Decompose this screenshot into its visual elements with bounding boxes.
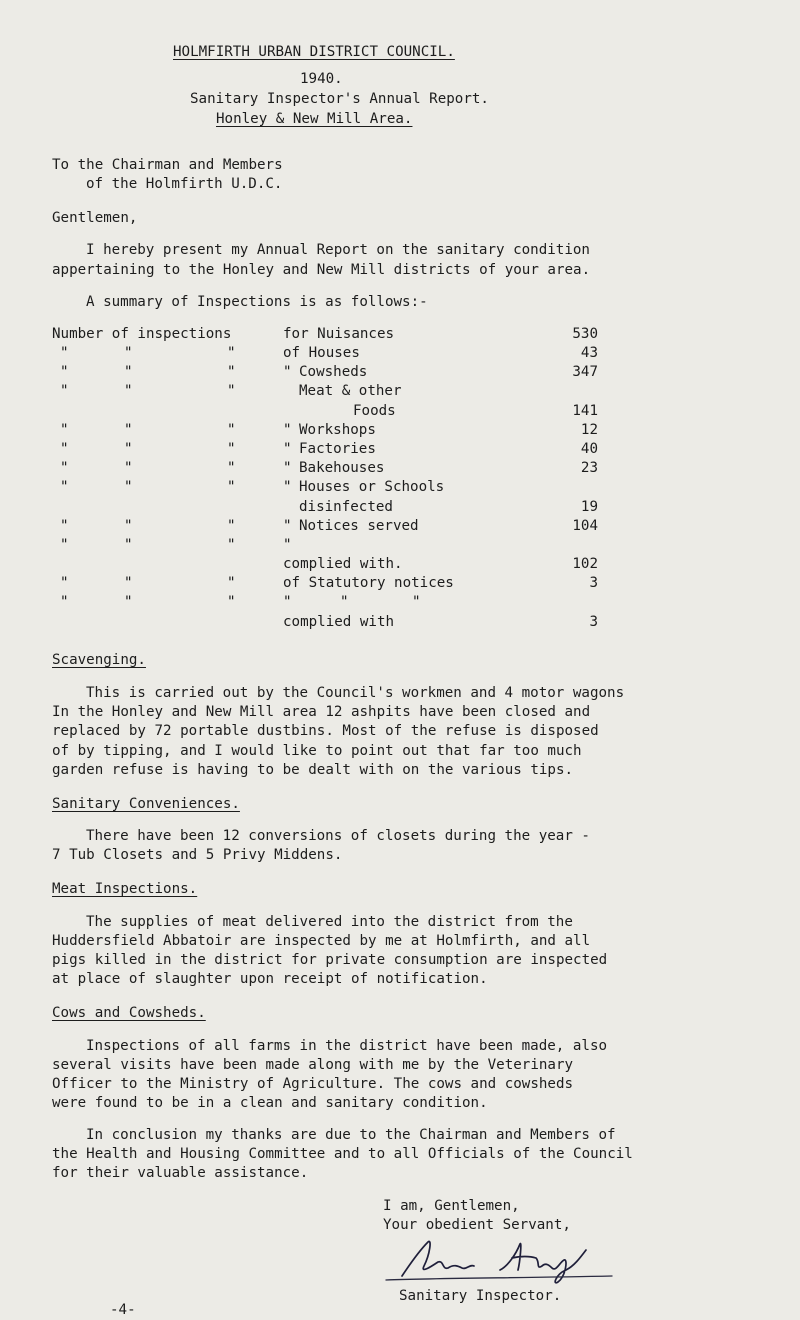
paragraph-line: This is carried out by the Council's workmen and 4 motor wagons	[86, 685, 625, 701]
paragraph-line: In the Honley and New Mill area 12 ashpits have been closed and	[52, 704, 591, 720]
ditto-mark: "	[227, 383, 236, 399]
ditto-mark: "	[124, 383, 133, 399]
paragraph-line: 7 Tub Closets and 5 Privy Middens.	[52, 847, 343, 863]
signatory-title: Sanitary Inspector.	[399, 1288, 562, 1304]
paragraph-line: Inspections of all farms in the district have been made, also	[86, 1038, 608, 1054]
inspections-lead: Number of inspections	[52, 326, 232, 342]
ditto-mark: "	[60, 518, 69, 534]
inspection-label: Workshops	[299, 422, 376, 438]
paragraph-line: In conclusion my thanks are due to the Chairman and Members of	[86, 1127, 616, 1143]
section-heading-scavenging: Scavenging.	[52, 652, 146, 668]
ditto-mark: "	[60, 479, 69, 495]
inspection-label: Factories	[299, 441, 376, 457]
section-heading-meat: Meat Inspections.	[52, 881, 198, 897]
council-title: HOLMFIRTH URBAN DISTRICT COUNCIL.	[173, 44, 455, 60]
paragraph-line: several visits have been made along with me by the Veterinary	[52, 1057, 574, 1073]
paragraph-line: at place of slaughter upon receipt of notification.	[52, 971, 488, 987]
paragraph-line: garden refuse is having to be dealt with on the various tips.	[52, 762, 574, 778]
paragraph-line: for their valuable assistance.	[52, 1165, 309, 1181]
section-heading-cows: Cows and Cowsheds.	[52, 1005, 206, 1021]
ditto-mark: "	[60, 460, 69, 476]
summary-intro: A summary of Inspections is as follows:-	[86, 294, 428, 310]
closing-line-1: I am, Gentlemen,	[383, 1198, 520, 1214]
paragraph-line: There have been 12 conversions of closets during the year -	[86, 828, 590, 844]
ditto-mark: "	[124, 518, 133, 534]
ditto-mark: "	[124, 441, 133, 457]
ditto-mark: "	[227, 441, 236, 457]
ditto-mark: "	[60, 441, 69, 457]
closing-line-2: Your obedient Servant,	[383, 1217, 571, 1233]
inspection-label: of Houses	[283, 345, 360, 361]
inspection-value: 12	[580, 422, 598, 438]
inspection-label: Foods	[353, 403, 396, 419]
ditto-mark: "	[283, 364, 292, 380]
ditto-mark: "	[227, 518, 236, 534]
intro-line-1: I hereby present my Annual Report on the sanitary condition	[86, 242, 590, 258]
ditto-mark: "	[340, 594, 349, 610]
address-line-1: To the Chairman and Members	[52, 157, 283, 173]
salutation: Gentlemen,	[52, 210, 138, 226]
inspection-label: complied with.	[283, 556, 403, 572]
inspection-value: 19	[580, 499, 598, 515]
address-line-2: of the Holmfirth U.D.C.	[86, 176, 283, 192]
intro-line-2: appertaining to the Honley and New Mill districts of your area.	[52, 262, 591, 278]
inspection-value: 3	[589, 614, 598, 630]
ditto-mark: "	[283, 518, 292, 534]
ditto-mark: "	[60, 345, 69, 361]
inspection-label: of Statutory notices	[283, 575, 454, 591]
ditto-mark: "	[283, 441, 292, 457]
ditto-mark: "	[283, 537, 292, 553]
ditto-mark: "	[60, 422, 69, 438]
ditto-mark: "	[60, 594, 69, 610]
ditto-mark: "	[283, 460, 292, 476]
ditto-mark: "	[60, 383, 69, 399]
ditto-mark: "	[124, 575, 133, 591]
ditto-mark: "	[227, 575, 236, 591]
report-year: 1940.	[300, 71, 343, 87]
paragraph-line: of by tipping, and I would like to point out that far too much	[52, 743, 582, 759]
inspection-label: Bakehouses	[299, 460, 385, 476]
inspection-value: 43	[580, 345, 598, 361]
section-heading-conveniences: Sanitary Conveniences.	[52, 796, 240, 812]
ditto-mark: "	[227, 479, 236, 495]
ditto-mark: "	[124, 594, 133, 610]
inspection-value: 3	[589, 575, 598, 591]
paragraph-line: pigs killed in the district for private consumption are inspected	[52, 952, 608, 968]
signature	[380, 1236, 620, 1286]
ditto-mark: "	[124, 364, 133, 380]
inspection-label: complied with	[283, 614, 395, 630]
ditto-mark: "	[227, 537, 236, 553]
paragraph-line: Huddersfield Abbatoir are inspected by me at Holmfirth, and all	[52, 933, 591, 949]
ditto-mark: "	[227, 460, 236, 476]
ditto-mark: "	[283, 594, 292, 610]
paragraph-line: Officer to the Ministry of Agriculture. The cows and cowsheds	[52, 1076, 574, 1092]
inspection-value: 23	[580, 460, 598, 476]
ditto-mark: "	[227, 345, 236, 361]
inspection-value: 102	[572, 556, 598, 572]
inspection-label: for Nuisances	[283, 326, 395, 342]
report-area: Honley & New Mill Area.	[216, 111, 413, 127]
ditto-mark: "	[124, 479, 133, 495]
inspection-value: 104	[572, 518, 598, 534]
ditto-mark: "	[124, 537, 133, 553]
ditto-mark: "	[60, 575, 69, 591]
inspection-label: Cowsheds	[299, 364, 368, 380]
paragraph-line: replaced by 72 portable dustbins. Most of the refuse is disposed	[52, 723, 599, 739]
ditto-mark: "	[124, 345, 133, 361]
ditto-mark: "	[412, 594, 421, 610]
ditto-mark: "	[227, 594, 236, 610]
inspection-value: 347	[572, 364, 598, 380]
paragraph-line: the Health and Housing Committee and to all Officials of the Council	[52, 1146, 633, 1162]
page-number: -4-	[110, 1302, 136, 1318]
ditto-mark: "	[60, 364, 69, 380]
inspection-label: disinfected	[299, 499, 393, 515]
ditto-mark: "	[227, 364, 236, 380]
ditto-mark: "	[283, 422, 292, 438]
inspection-label: Notices served	[299, 518, 419, 534]
paragraph-line: were found to be in a clean and sanitary condition.	[52, 1095, 488, 1111]
ditto-mark: "	[124, 422, 133, 438]
inspection-value: 40	[580, 441, 598, 457]
ditto-mark: "	[124, 460, 133, 476]
ditto-mark: "	[283, 479, 292, 495]
inspection-label: Houses or Schools	[299, 479, 445, 495]
ditto-mark: "	[227, 422, 236, 438]
report-title: Sanitary Inspector's Annual Report.	[190, 91, 489, 107]
ditto-mark: "	[60, 537, 69, 553]
inspection-value: 141	[572, 403, 598, 419]
inspection-label: Meat & other	[299, 383, 402, 399]
paragraph-line: The supplies of meat delivered into the district from the	[86, 914, 573, 930]
inspection-value: 530	[572, 326, 598, 342]
